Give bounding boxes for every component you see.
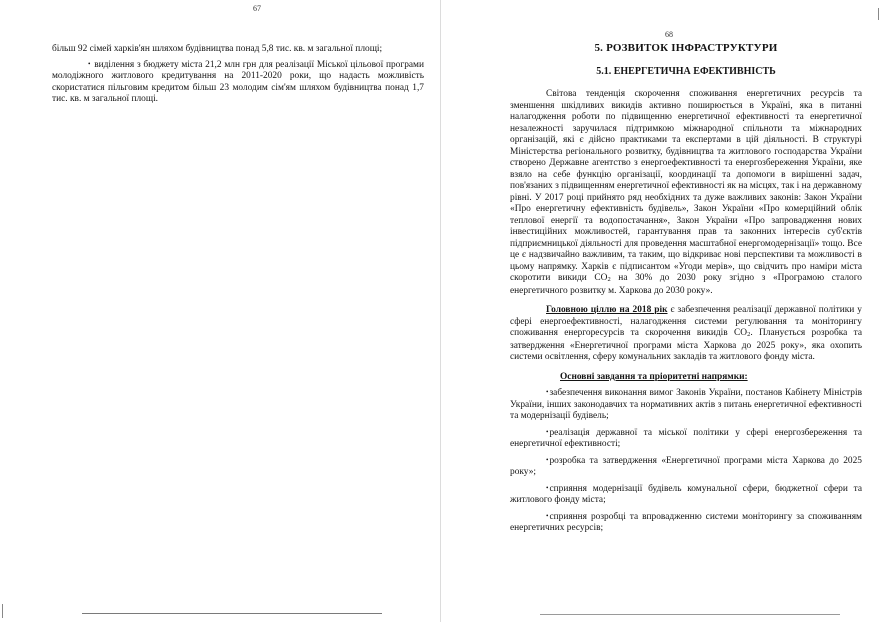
bullet-icon: • <box>546 427 549 436</box>
section-title: 5. РОЗВИТОК ІНФРАСТРУКТУРИ <box>594 42 778 54</box>
list-item: •сприяння модернізації будівель комунальної сфери, бюджетної сфери та житлового фонду міста; <box>510 483 862 505</box>
page-number: 68 <box>665 30 673 39</box>
goal-paragraph: Головною ціллю на 2018 рік є забезпечення реалізації державної політики у сфері енергоефективності, налагодження системи регулювання та моніторингу споживання енергоресурсів та скорочення викидів $СО_2$. Планується розробка та затвердження «Енергетичної програми міста Харкова до 2025 року», яка охопить системи освітлення, сферу комунальних закладів та житлового фонду міста. <box>510 305 862 362</box>
tasks-heading: Основні завдання та пріоритетні напрямки: <box>560 371 748 382</box>
paragraph-bullet <box>52 59 424 106</box>
paragraph-continuation: більш 92 сімей харків'ян шляхом будівництва понад 5,8 тис. кв. м загальної площі; <box>52 44 383 54</box>
goal-lead: Головною ціллю на 2018 рік <box>546 305 668 315</box>
intro-paragraph: Світова тенденція скорочення споживання енергетичних ресурсів та зменшення шкідливих викидів активно поширюється в Україні, яка в питанні налагодження роботи по підвищенню енергетичної ефективності та енергетичної незалежності заручилася підтримкою міжнародної спільноти та міжнародних організацій, які є дійсно практиками та експертами в цій діяльності. В структурі Міністерства регіонального розвитку, будівництва та житлового господарства України створено Державне агентство з енергоефективності та енергозбереження України, яке взяло на себе функцію організації, координації та допомоги в вирішенні задач, пов'язаних з підвищенням енергетичної ефективності як на місцях, так і на державному рівні. У 2017 році прийнято ряд необхідних та дуже важливих законів: Закон України «Про енергетичну ефективність будівель», Закон України «Про комерційний облік теплової енергії та водопостачання», Закон України «Про запровадження нових інвестиційних можливостей, гарантування прав та законних інтересів суб'єктів підприємницької діяльності для проведення масштабної енергомодернізації» тощо. Все це є надзвичайно важливим, та таким, що відкриває нові перспективи та можливості в цьому напрямку. Харків є підписантом «Угоди мерів», що свідчить про наміри міста скоротити викиди $СО_2$ на 30% до 2030 року згідно з «Програмою сталого енергетичного розвитку м. Харкова до 2030 року». <box>510 89 862 296</box>
tasks-list <box>510 387 862 535</box>
scan-artifact-mark <box>878 8 879 20</box>
bullet-icon: • <box>546 511 549 520</box>
scan-artifact-line <box>540 614 840 615</box>
page-number: 67 <box>253 4 261 13</box>
bullet-icon: • <box>546 388 549 396</box>
bullet-icon: • <box>88 59 91 68</box>
left-page-body <box>52 44 424 106</box>
left-page <box>0 0 440 622</box>
right-page <box>440 0 883 622</box>
subsection-title: 5.1. ЕНЕРГЕТИЧНА ЕФЕКТИВНІСТЬ <box>596 66 776 77</box>
scan-artifact-mark <box>2 604 3 618</box>
list-item: •реалізація державної та міської політики у сфері енергозбереження та енергетичної ефективності; <box>510 427 862 449</box>
bullet-icon: • <box>546 455 549 464</box>
paragraph-text: виділення з бюджету міста 21,2 млн грн для реалізації Міської цільової програми молодіжного житлового кредитування на 2011-2020 роки, що надасть можливість скористатися пільговим кредитом більш 23 молодим сім'ям шляхом будівництва понад 1,7 тис. кв. м загальної площі. <box>52 59 424 104</box>
right-page-body <box>510 42 862 535</box>
list-item: •забезпечення виконання вимог Законів України, постанов Кабінету Міністрів України, інших законодавчих та нормативних актів з питань енергетичної ефективності та модернізації будівель; <box>510 388 862 421</box>
bullet-icon: • <box>546 483 549 492</box>
scan-artifact-line <box>82 613 382 614</box>
list-item: •сприяння розробці та впровадженню системи моніторингу за споживанням енергетичних ресурсів; <box>510 511 862 533</box>
list-item: •розробка та затвердження «Енергетичної програми міста Харкова до 2025 року»; <box>510 455 862 477</box>
